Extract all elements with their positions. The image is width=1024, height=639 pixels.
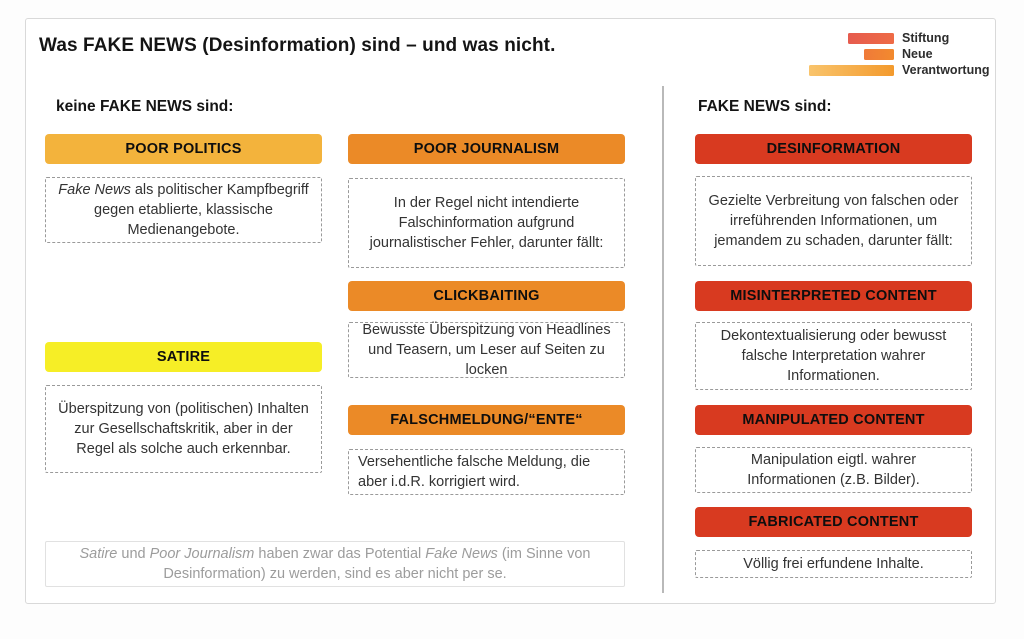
italic-term: Poor Journalism bbox=[149, 546, 255, 562]
category-body-poor-journalism: In der Regel nicht intendierte Falschinformation aufgrund journalistischer Fehler, darunter fällt: bbox=[348, 178, 625, 268]
footnote: Satire und Poor Journalism haben zwar das Potential Fake News (im Sinne von Desinformation) zu werden, sind es aber nicht per se. bbox=[45, 541, 625, 587]
category-body-manipulated-content: Manipulation eigtl. wahrer Informationen (z.B. Bilder). bbox=[695, 447, 972, 493]
category-body-desinformation: Gezielte Verbreitung von falschen oder irreführenden Informationen, um jemandem zu schaden, darunter fällt: bbox=[695, 176, 972, 266]
category-header-manipulated-content: MANIPULATED CONTENT bbox=[695, 405, 972, 435]
infographic-card bbox=[25, 18, 996, 604]
category-header-desinformation: DESINFORMATION bbox=[695, 134, 972, 164]
right-section-heading: FAKE NEWS sind: bbox=[698, 98, 832, 115]
category-header-fabricated-content: FABRICATED CONTENT bbox=[695, 507, 972, 537]
category-body-clickbaiting: Bewusste Überspitzung von Headlines und Teasern, um Leser auf Seiten zu locken bbox=[348, 322, 625, 378]
category-body-poor-politics: Fake News als politischer Kampfbegriff gegen etablierte, klassische Medienangebote. bbox=[45, 177, 322, 243]
logo-bar-icon bbox=[809, 65, 894, 76]
logo-bar-icon bbox=[864, 49, 894, 60]
stiftung-neue-verantwortung-logo bbox=[809, 32, 990, 80]
category-body-falschmeldung: Versehentliche falsche Meldung, die aber i.d.R. korrigiert wird. bbox=[348, 449, 625, 495]
logo-row bbox=[809, 48, 990, 60]
logo-label: Stiftung bbox=[902, 31, 950, 45]
category-header-falschmeldung: FALSCHMELDUNG/“ENTE“ bbox=[348, 405, 625, 435]
italic-term: Fake News bbox=[425, 546, 498, 562]
logo-row bbox=[809, 64, 990, 76]
category-body-misinterpreted-content: Dekontextualisierung oder bewusst falsche Interpretation wahrer Informationen. bbox=[695, 322, 972, 390]
italic-term: Satire bbox=[79, 546, 118, 562]
category-header-poor-journalism: POOR JOURNALISM bbox=[348, 134, 625, 164]
category-header-clickbaiting: CLICKBAITING bbox=[348, 281, 625, 311]
category-body-fabricated-content: Völlig frei erfundene Inhalte. bbox=[695, 550, 972, 578]
category-header-satire: SATIRE bbox=[45, 342, 322, 372]
logo-bar-icon bbox=[848, 33, 894, 44]
logo-label: Neue bbox=[902, 47, 933, 61]
category-body-satire: Überspitzung von (politischen) Inhalten zur Gesellschaftskritik, aber in der Regel als solche auch erkennbar. bbox=[45, 385, 322, 473]
category-header-poor-politics: POOR POLITICS bbox=[45, 134, 322, 164]
logo-row bbox=[809, 32, 990, 44]
section-divider bbox=[662, 86, 664, 593]
category-header-misinterpreted-content: MISINTERPRETED CONTENT bbox=[695, 281, 972, 311]
left-section-heading: keine FAKE NEWS sind: bbox=[56, 98, 234, 115]
logo-label: Verantwortung bbox=[902, 63, 990, 77]
page-title: Was FAKE NEWS (Desinformation) sind – und was nicht. bbox=[39, 35, 556, 56]
italic-term: Fake News bbox=[58, 182, 131, 198]
